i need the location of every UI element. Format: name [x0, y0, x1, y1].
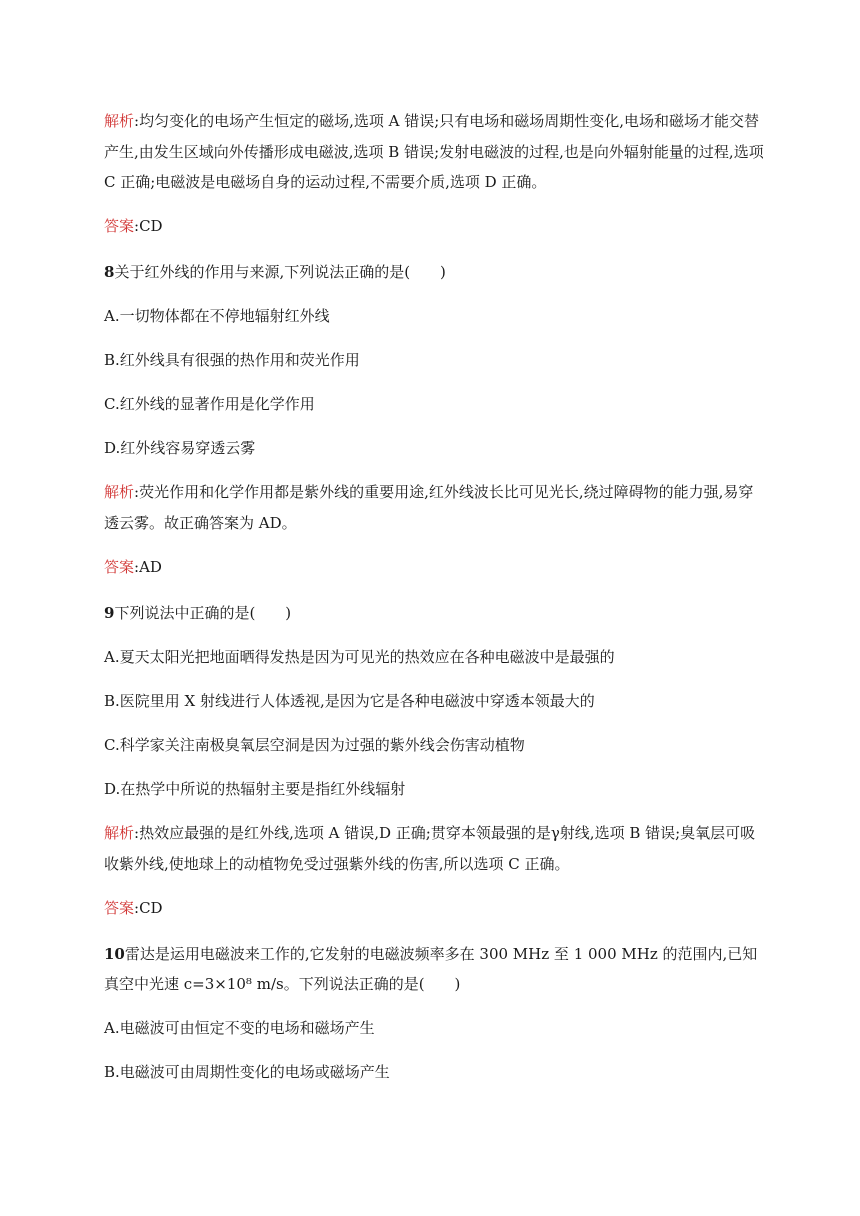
answer-label: 答案 — [104, 219, 135, 235]
analysis-paragraph — [104, 477, 764, 538]
answer-line — [104, 893, 764, 924]
option-d: D.红外线容易穿透云雾 — [104, 439, 256, 457]
answer-label: 答案 — [104, 560, 135, 576]
question-text: 下列说法中正确的是( ) — [114, 604, 292, 622]
separator: : — [134, 558, 140, 576]
option-b: B.红外线具有很强的热作用和荧光作用 — [104, 351, 360, 369]
question-8 — [104, 257, 764, 287]
question-number: 9 — [104, 604, 115, 622]
question-number: 8 — [104, 263, 115, 281]
option-c: C.科学家关注南极臭氧层空洞是因为过强的紫外线会伤害动植物 — [104, 736, 525, 754]
question-text: 关于红外线的作用与来源,下列说法正确的是( ) — [114, 263, 446, 281]
separator: : — [134, 483, 140, 501]
separator: : — [134, 112, 140, 130]
answer-text: AD — [139, 558, 162, 576]
analysis-label: 解析 — [104, 114, 135, 130]
option-d: D.在热学中所说的热辐射主要是指红外线辐射 — [104, 780, 406, 798]
option-a: A.夏天太阳光把地面晒得发热是因为可见光的热效应在各种电磁波中是最强的 — [104, 648, 615, 666]
answer-text: CD — [139, 217, 163, 235]
option-b: B.医院里用 X 射线进行人体透视,是因为它是各种电磁波中穿透本领最大的 — [104, 692, 595, 710]
analysis-paragraph — [104, 106, 764, 197]
question-number: 10 — [104, 945, 125, 963]
answer-label: 答案 — [104, 901, 135, 917]
question-10 — [104, 939, 764, 999]
analysis-paragraph — [104, 818, 764, 879]
option-a: A.电磁波可由恒定不变的电场和磁场产生 — [104, 1019, 375, 1037]
analysis-text: 荧光作用和化学作用都是紫外线的重要用途,红外线波长比可见光长,绕过障碍物的能力强,易穿透云雾。故正确答案为 AD。 — [104, 483, 754, 532]
separator: : — [134, 824, 140, 842]
answer-line — [104, 552, 764, 583]
answer-text: CD — [139, 899, 163, 917]
document-page — [104, 106, 764, 1101]
option-c: C.红外线的显著作用是化学作用 — [104, 395, 315, 413]
option-a: A.一切物体都在不停地辐射红外线 — [104, 307, 330, 325]
analysis-text: 热效应最强的是红外线,选项 A 错误,D 正确;贯穿本领最强的是γ射线,选项 B 错误;臭氧层可吸收紫外线,使地球上的动植物免受过强紫外线的伤害,所以选项 C 正确。 — [104, 824, 756, 873]
analysis-text: 均匀变化的电场产生恒定的磁场,选项 A 错误;只有电场和磁场周期性变化,电场和磁场才能交替产生,由发生区域向外传播形成电磁波,选项 B 错误;发射电磁波的过程,也是向外辐射能量的过程,选项 C 正确;电磁波是电磁场自身的运动过程,不需要介质,选项 D 正确。 — [104, 112, 764, 191]
question-9 — [104, 598, 764, 628]
question-text: 雷达是运用电磁波来工作的,它发射的电磁波频率多在 300 MHz 至 1 000 MHz 的范围内,已知真空中光速 c=3×10⁸ m/s。下列说法正确的是( ) — [104, 945, 758, 993]
answer-line — [104, 211, 764, 242]
analysis-label: 解析 — [104, 485, 135, 501]
analysis-label: 解析 — [104, 826, 135, 842]
separator: : — [134, 899, 140, 917]
separator: : — [134, 217, 140, 235]
option-b: B.电磁波可由周期性变化的电场或磁场产生 — [104, 1063, 390, 1081]
